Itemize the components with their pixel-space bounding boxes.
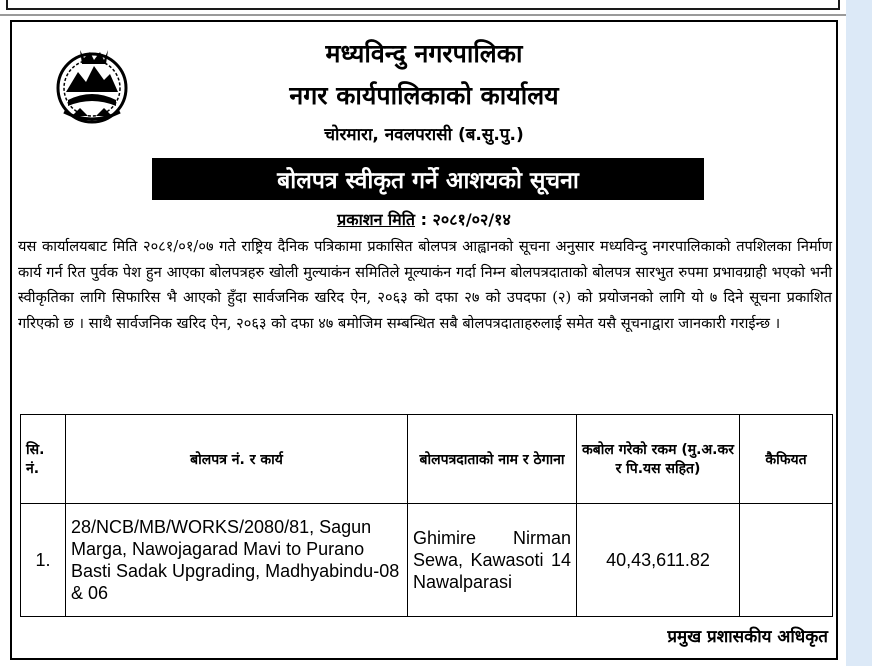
- notice-title: बोलपत्र स्वीकृत गर्ने आशयको सूचना: [277, 168, 579, 194]
- publication-date: [12, 208, 836, 230]
- table-row: [21, 504, 833, 617]
- header-contract: बोलपत्र नं. र कार्य: [66, 415, 408, 504]
- municipality-name: मध्यविन्दु नगरपालिका: [325, 39, 523, 68]
- bid-table: [20, 414, 833, 617]
- row-bidder: Ghimire Nirman Sewa, Kawasoti 14 Nawalparasi: [408, 504, 577, 617]
- table-header-row: [21, 415, 833, 504]
- header-remarks: कैफियत: [740, 415, 833, 504]
- row-contract: 28/NCB/MB/WORKS/2080/81, Sagun Marga, Nawojagarad Mavi to Purano Basti Sadak Upgrading, Madhyabindu-08 & 06: [66, 504, 408, 617]
- row-remarks: [740, 504, 833, 617]
- office-name: नगर कार्यपालिकाको कार्यालय: [289, 81, 559, 110]
- row-amount: 40,43,611.82: [577, 504, 740, 617]
- row-serial-number: 1.: [21, 504, 66, 617]
- previous-notice-border: [6, 0, 840, 10]
- publication-date-label: प्रकाशन मिति: [337, 210, 416, 229]
- separator-line: [0, 14, 846, 16]
- header-serial-number: सि. नं.: [21, 415, 66, 504]
- notice-body: यस कार्यालयबाट मिति २०८१/०१/०७ गते राष्ट्रिय दैनिक पत्रिकामा प्रकासित बोलपत्र आह्वानको सूचना अनुसार मध्यविन्दु नगरपालिकाको तपशिलका निर्माण कार्य गर्न रित पुर्वक पेश हुन आएका बोलपत्रहरु खोली मुल्याकंन समितिले मूल्याकंन गर्दा निम्न बोलपत्रदाताको बोलपत्र सारभुत रुपमा प्रभावग्राही भएको भनी स्वीकृतिका लागि सिफारिस भै आएको हुँदा सार्वजनिक खरिद ऐन, २०६३ को दफा २७ को उपदफा (२) को प्रयोजनको लागि यो ७ दिने सूचना प्रकाशित गरिएको छ । साथै सार्वजनिक खरिद ऐन, २०६३ को दफा ४७ बमोजिम सम्बन्धित सबै बोलपत्रदाताहरुलाई समेत यसै सूचनाद्वारा जानकारी गराईन्छ ।: [18, 238, 832, 332]
- notice-document: [10, 20, 838, 660]
- signatory-title: प्रमुख प्रशासकीय अधिकृत: [667, 627, 828, 647]
- header-amount: कबोल गरेको रकम (मु.अ.कर र पि.यस सहित): [577, 415, 740, 504]
- notice-title-banner: [152, 158, 704, 200]
- header-bidder: बोलपत्रदाताको नाम र ठेगाना: [408, 415, 577, 504]
- side-background-strip: [846, 0, 872, 666]
- office-address: चोरमारा, नवलपरासी (ब.सु.पु.): [324, 125, 524, 145]
- publication-date-value: : २०८१/०२/१४: [415, 210, 511, 229]
